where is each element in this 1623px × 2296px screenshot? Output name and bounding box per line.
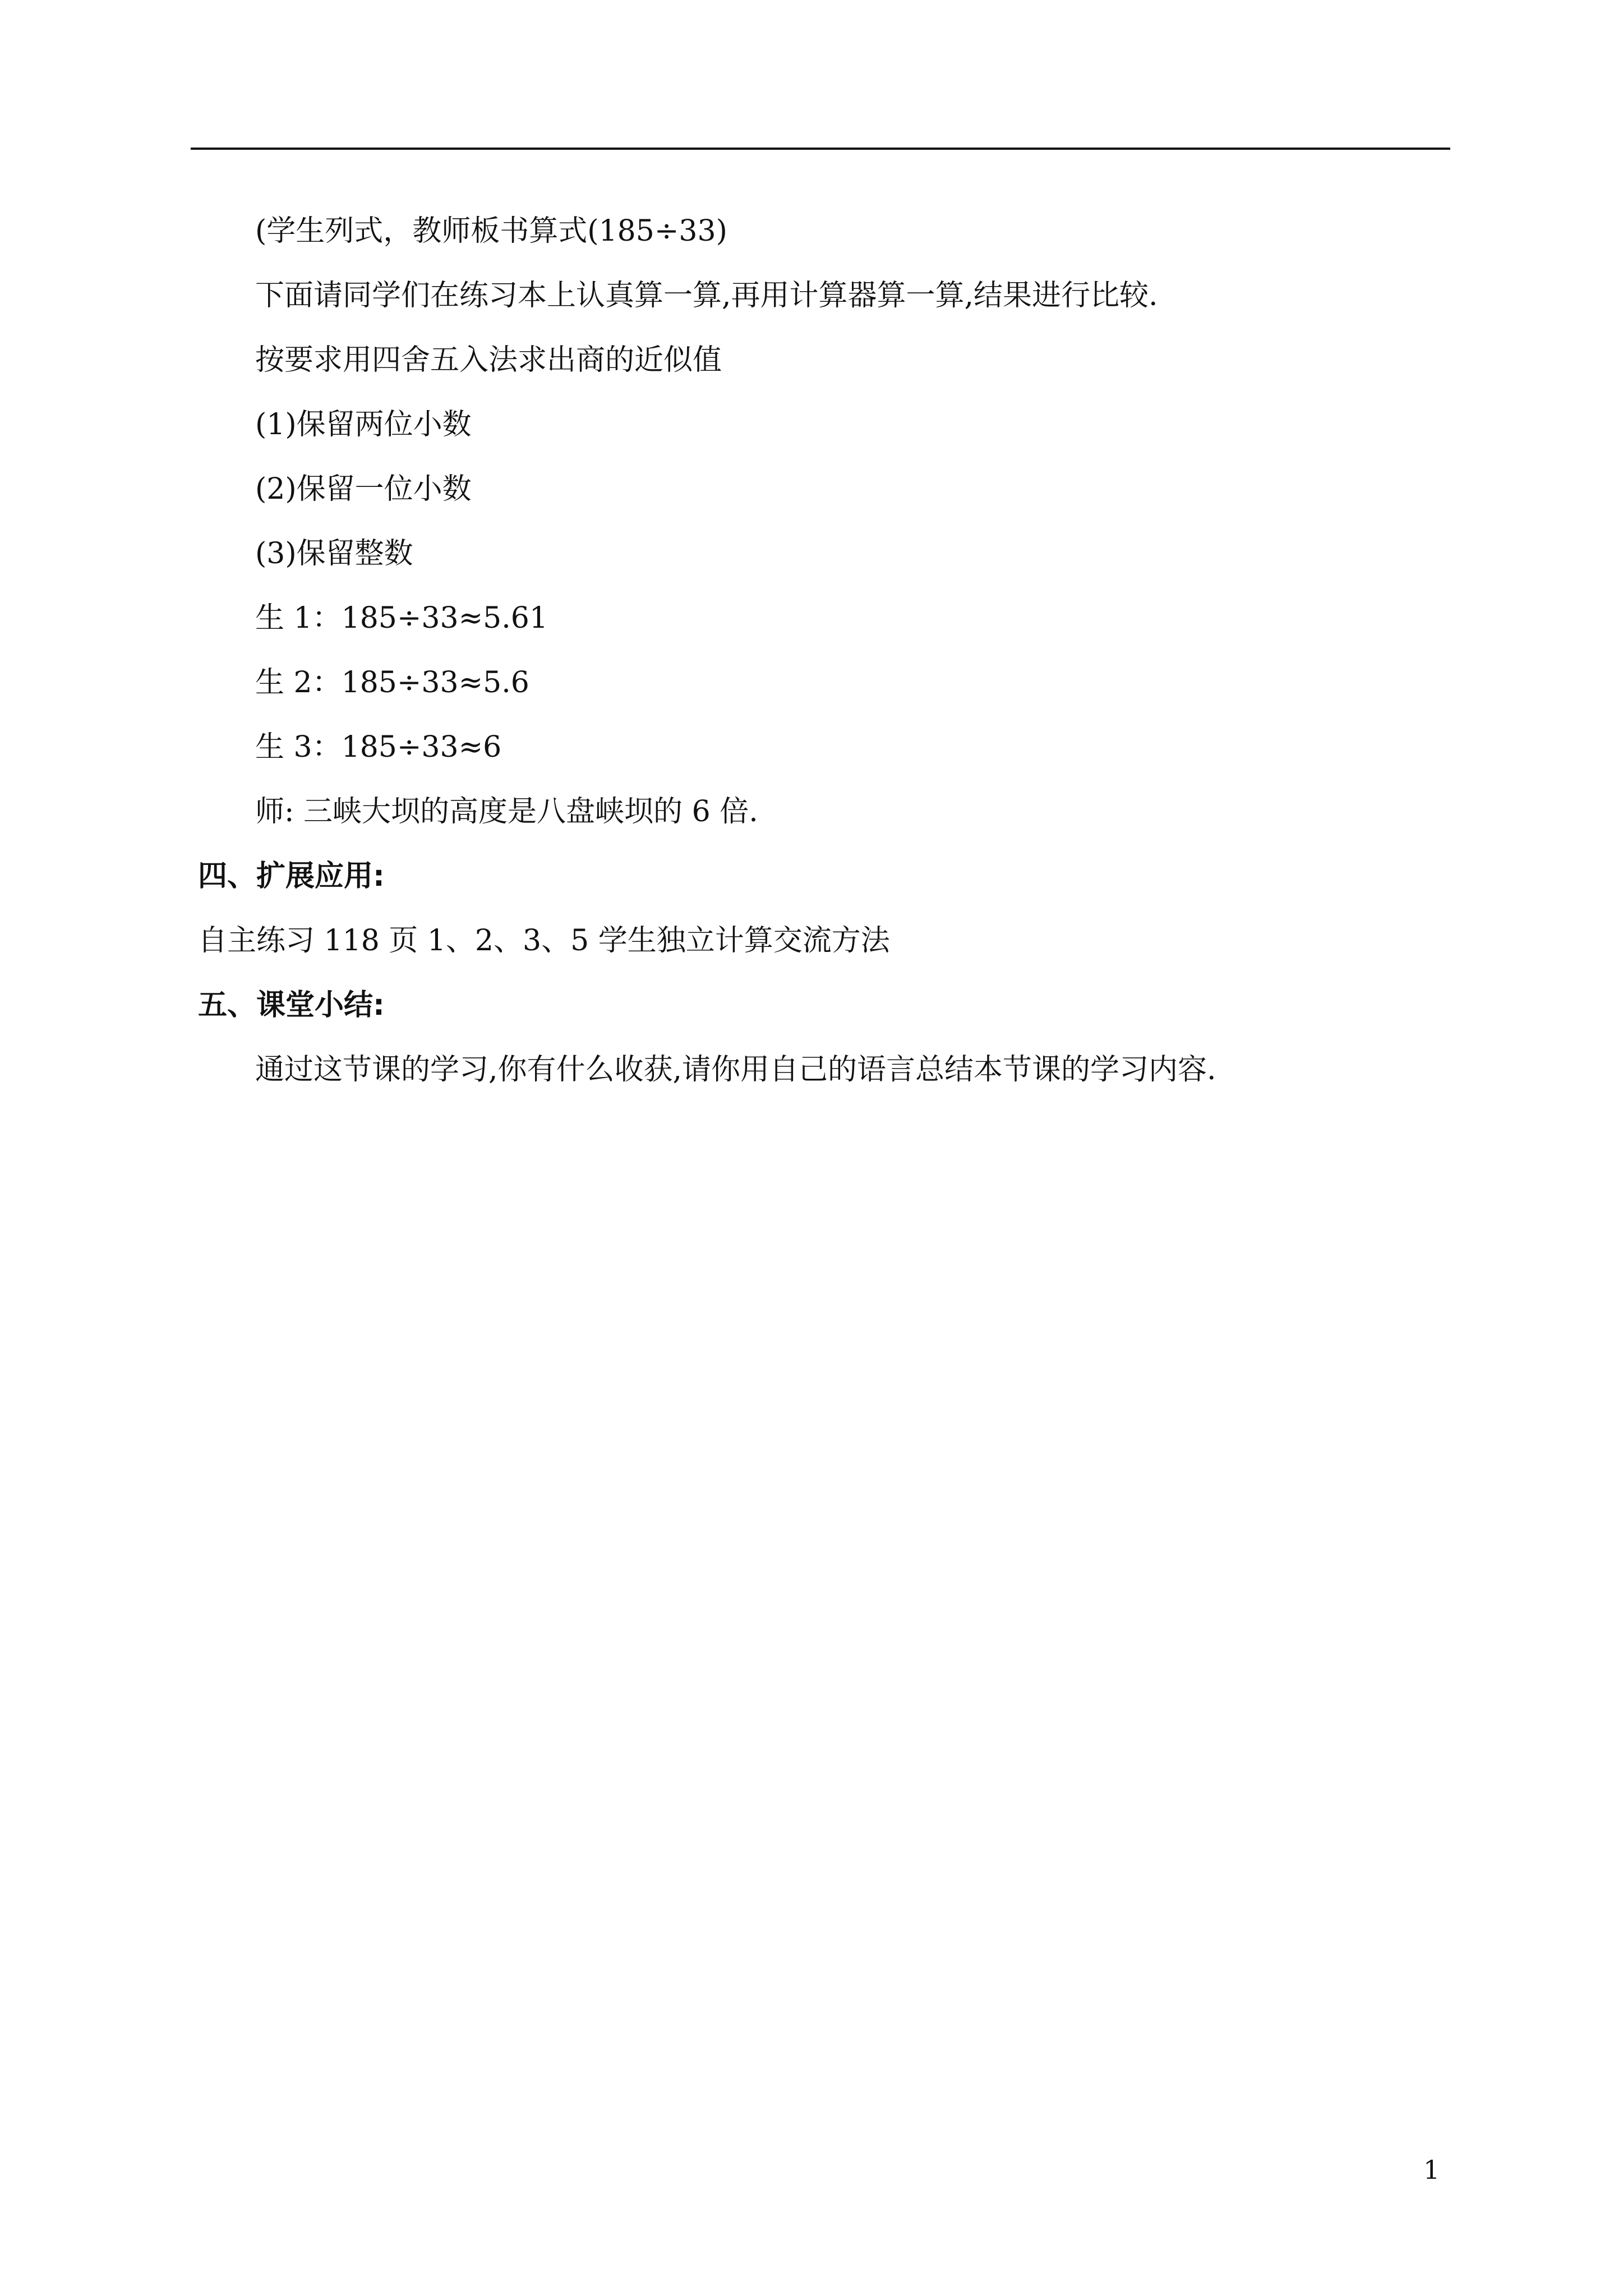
body-line-1: (学生列式，教师板书算式(185÷33): [255, 214, 727, 248]
body-line-3: 按要求用四舍五入法求出商的近似值: [255, 343, 722, 377]
section-5-heading: 五、课堂小结:: [198, 988, 385, 1022]
body-line-7: 生 1：185÷33≈5.61: [255, 601, 548, 635]
body-line-4: (1)保留两位小数: [255, 408, 472, 441]
body-line-9: 生 3：185÷33≈6: [255, 730, 502, 764]
body-line-10: 师: 三峡大坝的高度是八盘峡坝的 6 倍.: [255, 795, 758, 829]
section-4-heading: 四、扩展应用:: [198, 859, 385, 893]
body-line-8: 生 2：185÷33≈5.6: [255, 666, 529, 700]
section-4-text: 自主练习 118 页 1、2、3、5 学生独立计算交流方法: [198, 924, 890, 958]
body-line-6: (3)保留整数: [255, 537, 413, 570]
page-number: 1: [1423, 2155, 1440, 2185]
body-line-5: (2)保留一位小数: [255, 472, 472, 506]
header-rule: [191, 148, 1450, 150]
body-line-2: 下面请同学们在练习本上认真算一算,再用计算器算一算,结果进行比较.: [255, 279, 1158, 312]
section-5-text: 通过这节课的学习,你有什么收获,请你用自己的语言总结本节课的学习内容.: [255, 1053, 1216, 1087]
